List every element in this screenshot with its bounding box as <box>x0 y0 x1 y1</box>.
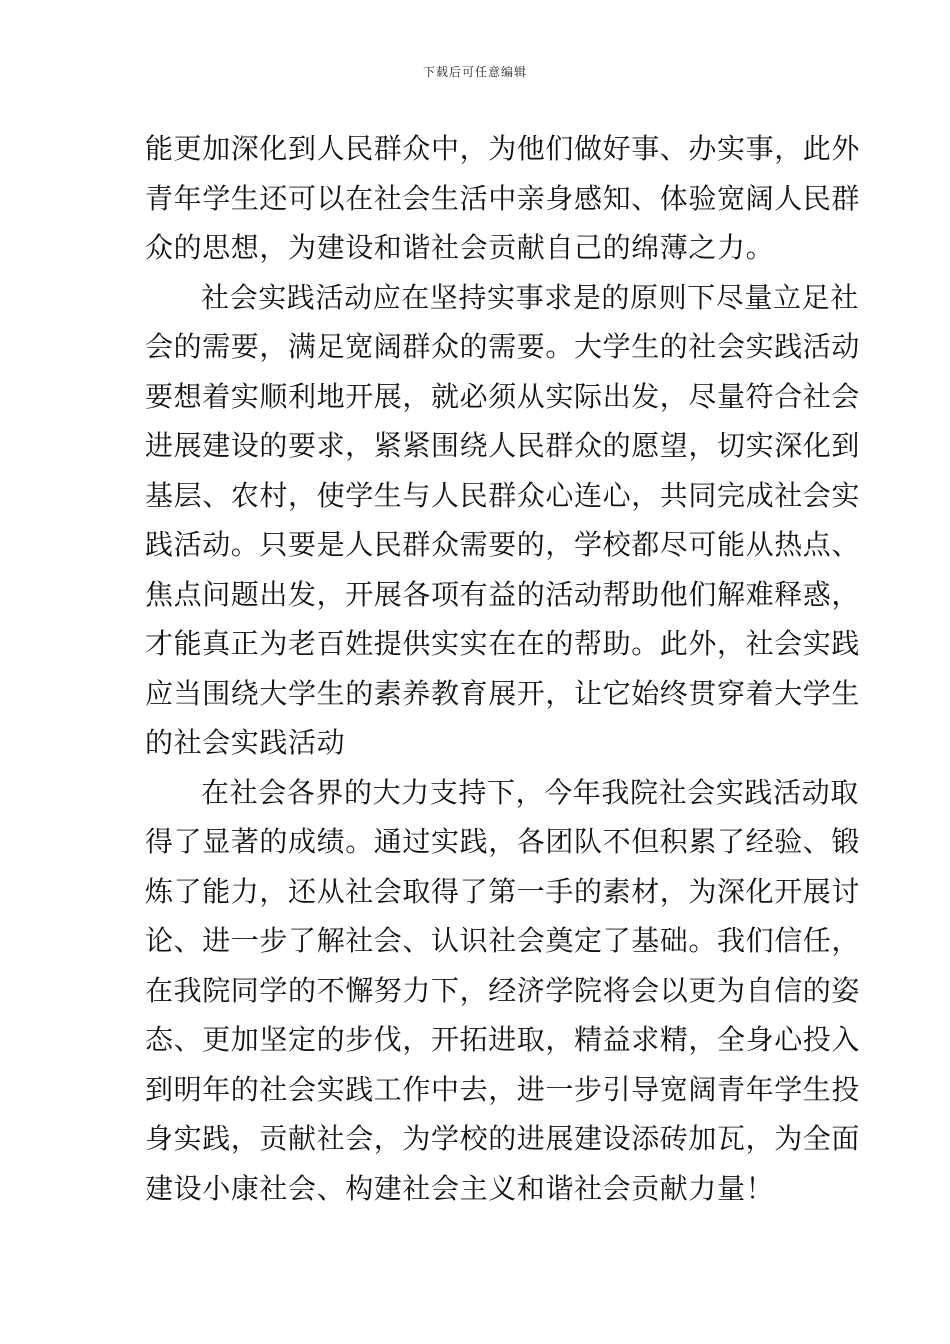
paragraph-line: 进展建设的要求，紧紧围绕人民群众的愿望，切实深化到 <box>145 429 861 462</box>
paragraph-continued <box>145 124 861 273</box>
paragraph-line: 众的思想，为建设和谐社会贡献自己的绵薄之力。 <box>145 231 775 264</box>
paragraph-line: 能更加深化到人民群众中，为他们做好事、办实事，此外 <box>145 132 861 165</box>
paragraph-line: 社会实践活动应在坚持实事求是的原则下尽量立足社 <box>201 280 859 314</box>
paragraph-line: 践活动。只要是人民群众需要的，学校都尽可能从热点、 <box>145 528 861 561</box>
paragraph-line: 态、更加坚定的步伐，开拓进取，精益求精，全身心投入 <box>145 1023 861 1056</box>
paragraph-line: 基层、农村，使学生与人民群众心连心，共同完成社会实 <box>145 478 861 512</box>
document-body <box>145 124 861 1213</box>
paragraph-line: 炼了能力，还从社会取得了第一手的素材，为深化开展讨 <box>145 874 861 908</box>
paragraph-line: 焦点问题出发，开展各项有益的活动帮助他们解难释惑， <box>145 577 861 611</box>
paragraph-line: 应当围绕大学生的素养教育展开，让它始终贯穿着大学生 <box>145 676 861 710</box>
paragraph-social-practice <box>145 273 861 768</box>
paragraph-line: 身实践，贡献社会，为学校的进展建设添砖加瓦，为全面 <box>145 1122 861 1155</box>
paragraph-achievements <box>145 768 861 1214</box>
paragraph-line: 会的需要，满足宽阔群众的需要。大学生的社会实践活动 <box>145 330 861 363</box>
paragraph-line: 的社会实践活动 <box>145 726 346 759</box>
paragraph-line: 在社会各界的大力支持下，今年我院社会实践活动取 <box>201 775 859 809</box>
paragraph-line: 才能真正为老百姓提供实实在在的帮助。此外，社会实践 <box>145 627 861 660</box>
paragraph-line: 青年学生还可以在社会生活中亲身感知、体验宽阔人民群 <box>145 181 861 215</box>
paragraph-line: 论、进一步了解社会、认识社会奠定了基础。我们信任， <box>145 924 861 957</box>
paragraph-line: 得了显著的成绩。通过实践，各团队不但积累了经验、锻 <box>145 825 861 858</box>
paragraph-line: 在我院同学的不懈努力下，经济学院将会以更为自信的姿 <box>145 973 861 1007</box>
paragraph-line: 建设小康社会、构建社会主义和谐社会贡献力量！ <box>145 1171 775 1205</box>
paragraph-line: 到明年的社会实践工作中去，进一步引导宽阔青年学生投 <box>145 1072 861 1106</box>
paragraph-line: 要想着实顺利地开展，就必须从实际出发，尽量符合社会 <box>145 379 861 413</box>
page-header: 下载后可任意编辑 <box>422 65 527 79</box>
